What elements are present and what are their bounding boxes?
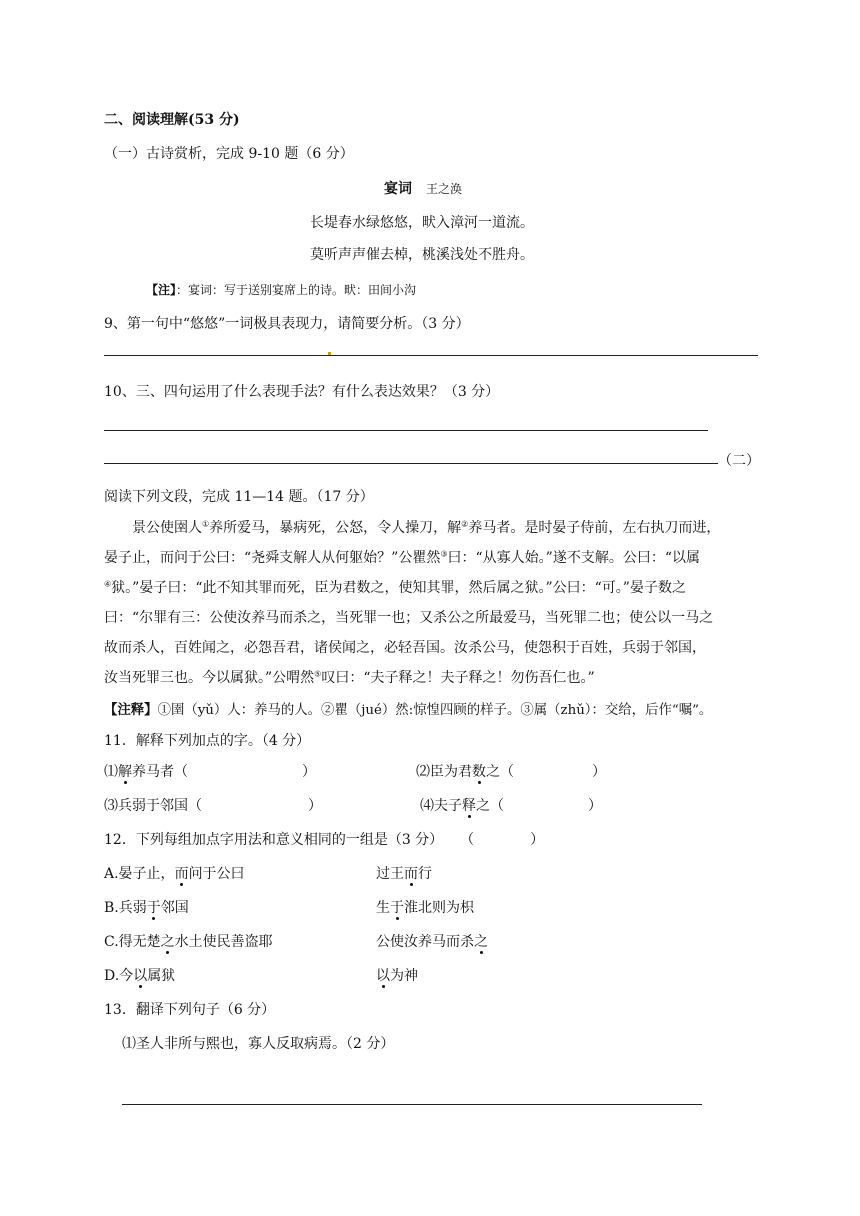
q13-sentence-1: ⑴圣人非所与熙也，寡人反取病焉。（2 分）	[122, 1036, 395, 1052]
passage-line-3: ④狱。”晏子曰：“此不知其罪而死，臣为君数之，使知其罪，然后属之狱。”公曰：“可。”晏子数之	[104, 579, 686, 596]
passage-line-4: 曰：“尔罪有三：公使汝养马而杀之，当死罪一也；又杀公之所最爱马，当死罪二也；使公以一马之	[104, 610, 714, 626]
poem-line-1: 长堤春水绿悠悠，畎入漳河一道流。	[310, 215, 534, 231]
answer-line-q10-a[interactable]	[104, 430, 708, 431]
q11-blank-3-close: ）	[308, 798, 322, 814]
q11-item-3: ⑶兵弱于邻国（	[104, 798, 202, 814]
passage-line-2: 晏子止，而问于公曰：“尧舜支解人从何躯始？”公瞿然③曰：“从寡人始。”遂不支解。公曰：“以属	[104, 549, 700, 566]
question-11: 11．解释下列加点的字。（4 分）	[104, 733, 311, 749]
q12-option-b-right: 生于淮北则为枳	[376, 900, 474, 916]
q12-option-d-right: 以为神	[376, 968, 418, 984]
poem-author: 王之涣	[426, 182, 463, 196]
q11-item-1: ⑴解养马者（	[104, 764, 188, 780]
q11-item-2: ⑵臣为君数之（	[416, 764, 514, 780]
q12-option-a-right: 过王而行	[376, 866, 432, 882]
answer-line-q13-1[interactable]	[122, 1104, 702, 1105]
passage-line-1: 景公使圉人①养所爱马，暴病死，公怒，令人操刀，解②养马者。是时晏子侍前，左右执刀而进，	[132, 519, 721, 536]
q12-option-a-left: A.晏子止，而问于公曰	[104, 866, 245, 882]
passage-note-label: 【注释】	[104, 702, 158, 718]
poem-note-text: ：宴词：写于送别宴席上的诗。畎：田间小沟	[176, 283, 417, 297]
question-13: 13．翻译下列句子（6 分）	[104, 1002, 276, 1018]
part2-heading: 阅读下列文段，完成 11—14 题。（17 分）	[104, 489, 374, 505]
q11-blank-1-close: ）	[302, 764, 316, 780]
q12-option-b-left: B.兵弱于邻国	[104, 900, 189, 916]
question-9: 9、第一句中“悠悠”一词极具表现力，请简要分析。（3 分）	[104, 316, 470, 332]
q12-option-c-right: 公使汝养马而杀之	[376, 934, 488, 950]
poem-heading	[384, 179, 462, 199]
passage-line-6: 汝当死罪三也。今以属狱。”公喟然⑤叹曰：“夫子释之！夫子释之！勿伤吾仁也。”	[104, 669, 595, 686]
q11-blank-2-close: ）	[592, 764, 606, 780]
question-12: 12．下列每组加点字用法和意义相同的一组是（3 分） （ ）	[104, 832, 545, 848]
section-title: 二、阅读理解(53 分)	[104, 112, 240, 128]
yellow-mark	[328, 352, 331, 355]
poem-line-2: 莫听声声催去棹，桃溪浅处不胜舟。	[310, 247, 534, 263]
answer-line-q9[interactable]	[104, 355, 758, 356]
poem-note	[146, 280, 416, 300]
part2-marker: （二）	[718, 453, 760, 469]
q12-option-c-left: C.得无楚之水土使民善盗耶	[104, 934, 273, 950]
passage-note	[104, 700, 712, 721]
q12-option-d-left: D.今以属狱	[104, 968, 176, 984]
part1-heading: （一）古诗赏析，完成 9-10 题（6 分）	[104, 146, 354, 162]
q12-answer-blank[interactable]: （ ）	[467, 832, 545, 848]
question-10: 10、三、四句运用了什么表现手法？有什么表达效果？（3 分）	[104, 384, 500, 400]
passage-note-text: ①圉（yǔ）人：养马的人。②瞿（jué）然:惊惶四顾的样子。③属（zhǔ）：交给，后作“嘱”。	[157, 703, 713, 718]
poem-note-label: 【注】	[146, 283, 177, 297]
answer-line-q10-b[interactable]	[104, 463, 718, 464]
poem-title: 宴词	[384, 181, 412, 197]
q11-blank-4-close: ）	[588, 798, 602, 814]
passage-line-5: 故而杀人，百姓闻之，必怨吾君，诸侯闻之，必轻吾国。汝杀公马，使怨积于百姓，兵弱于邻国，	[104, 640, 706, 656]
q11-item-4: ⑷夫子释之（	[420, 798, 504, 814]
